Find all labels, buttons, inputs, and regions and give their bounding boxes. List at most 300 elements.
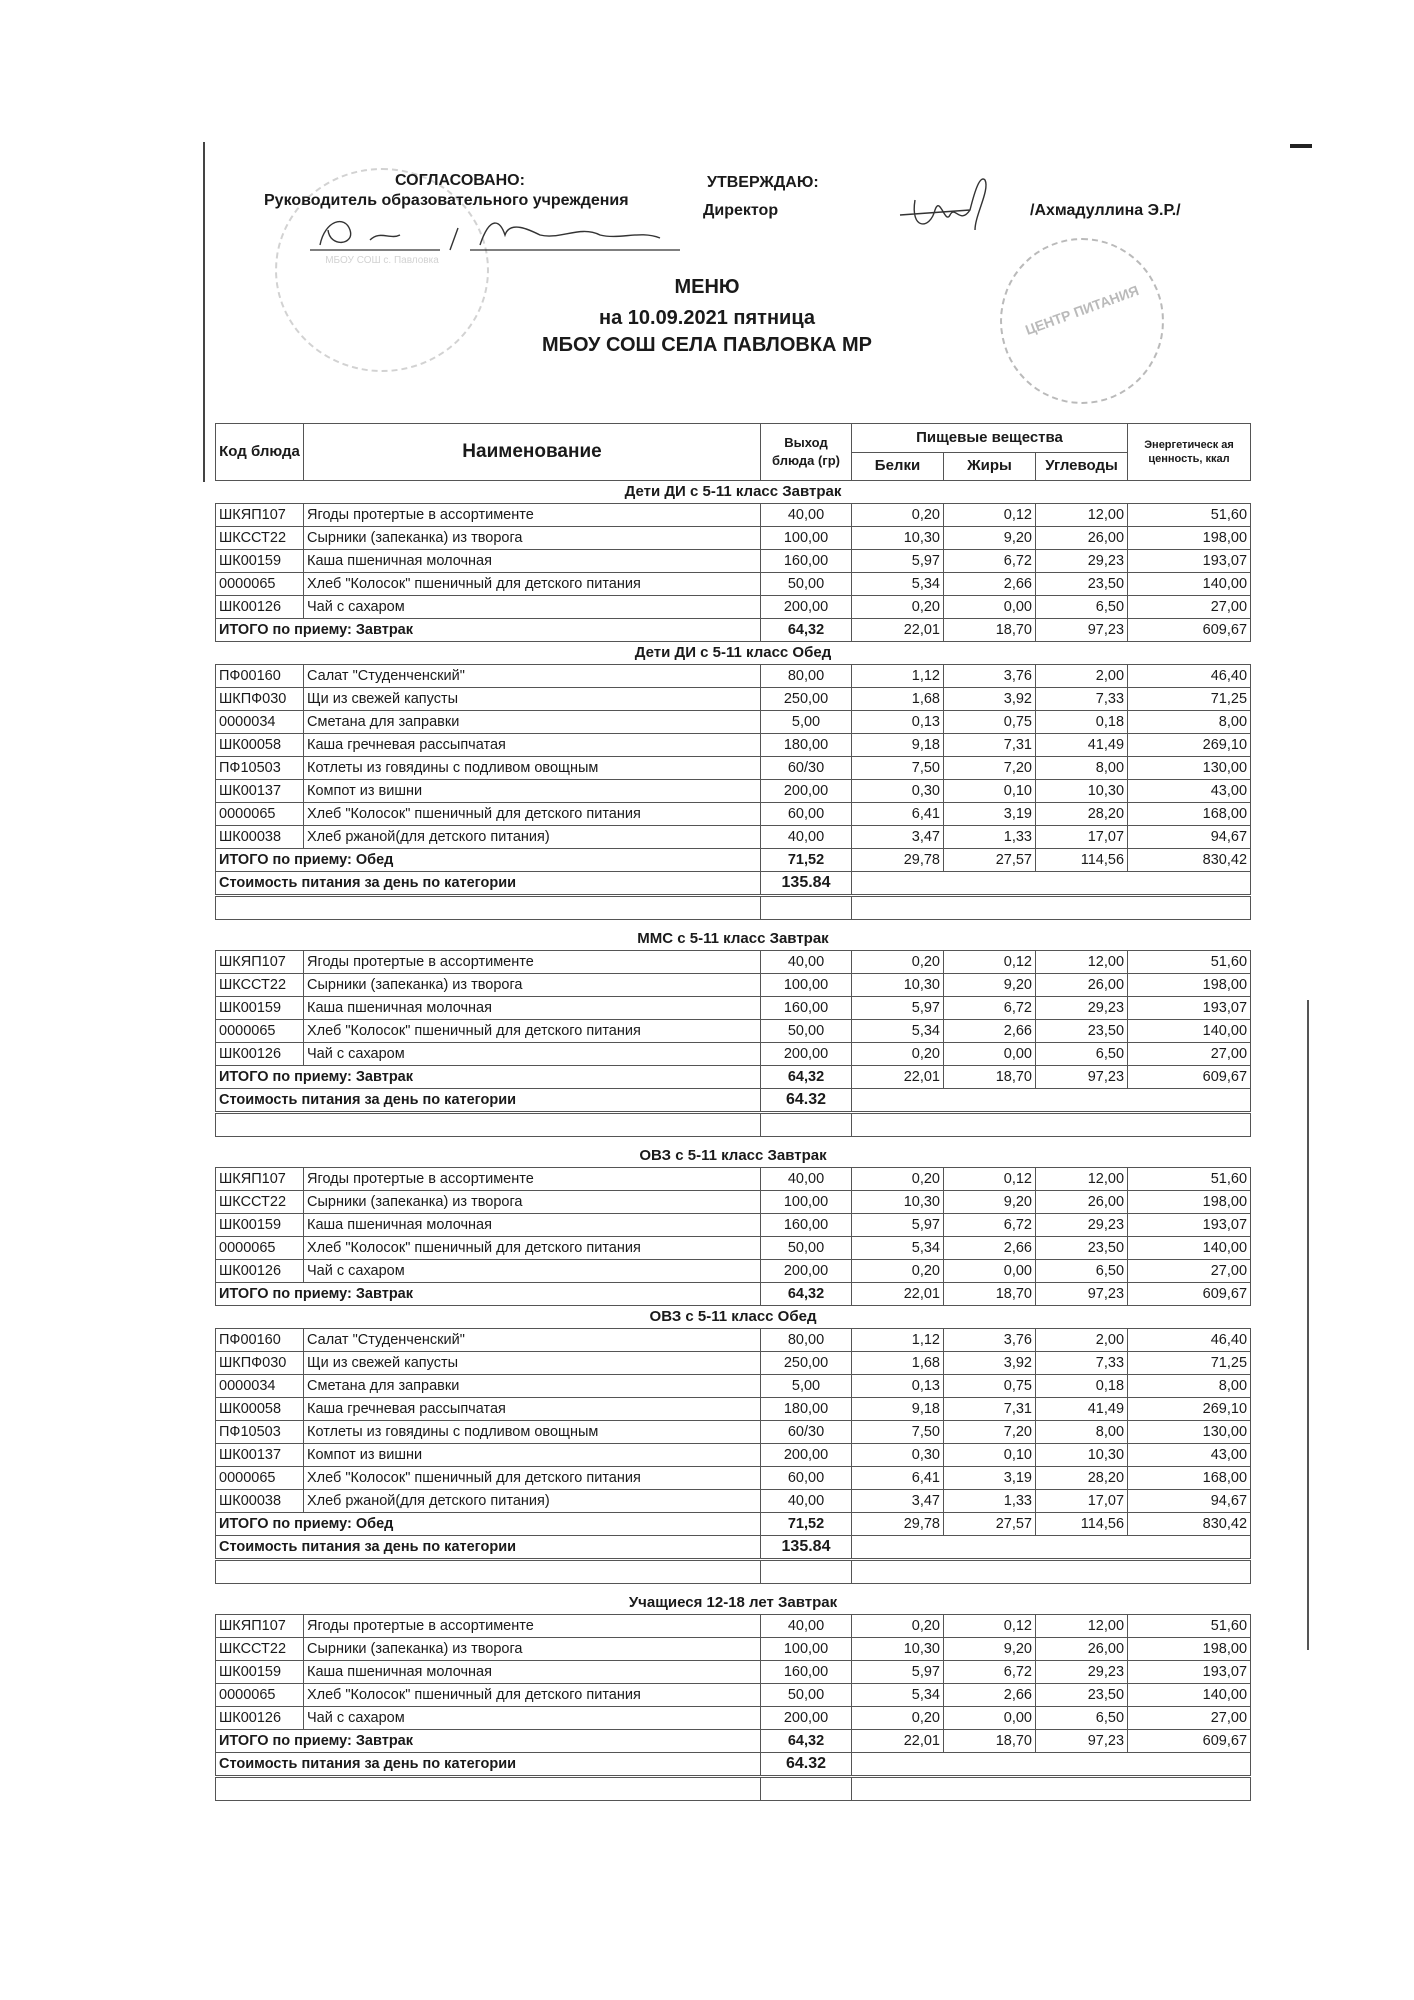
dish-protein: 5,97 — [852, 1214, 944, 1237]
total-energy: 830,42 — [1128, 849, 1251, 872]
dish-protein: 1,68 — [852, 688, 944, 711]
dish-name: Хлеб "Колосок" пшеничный для детского питания — [304, 1467, 761, 1490]
dish-energy: 27,00 — [1128, 596, 1251, 619]
dish-energy: 198,00 — [1128, 527, 1251, 550]
dish-name: Чай с сахаром — [304, 1043, 761, 1066]
table-row — [216, 596, 1251, 619]
dish-name: Сметана для заправки — [304, 711, 761, 734]
dish-code: ШК00137 — [216, 1444, 304, 1467]
dish-energy: 51,60 — [1128, 1615, 1251, 1638]
total-row — [216, 1066, 1251, 1089]
dish-output: 160,00 — [761, 997, 852, 1020]
dish-code: ШК00058 — [216, 1398, 304, 1421]
dish-output: 200,00 — [761, 1043, 852, 1066]
dish-code: ШК00126 — [216, 1260, 304, 1283]
dish-protein: 3,47 — [852, 826, 944, 849]
dish-fat: 0,10 — [944, 780, 1036, 803]
dish-output: 200,00 — [761, 1260, 852, 1283]
dish-output: 160,00 — [761, 1214, 852, 1237]
cost-label: Стоимость питания за день по категории — [216, 1536, 761, 1560]
dish-output: 40,00 — [761, 1490, 852, 1513]
cost-row — [216, 1089, 1251, 1113]
dish-output: 100,00 — [761, 1638, 852, 1661]
cost-row — [216, 1753, 1251, 1777]
dish-fat: 0,75 — [944, 711, 1036, 734]
dish-fat: 7,20 — [944, 757, 1036, 780]
total-fat: 18,70 — [944, 1730, 1036, 1753]
empty-cell — [216, 1560, 761, 1584]
empty-cell — [852, 896, 1251, 920]
spacer-row — [216, 920, 1251, 929]
table-row — [216, 1467, 1251, 1490]
dish-fat: 0,12 — [944, 1615, 1036, 1638]
dish-carbs: 7,33 — [1036, 688, 1128, 711]
section-title-row — [216, 1145, 1251, 1168]
dish-output: 200,00 — [761, 596, 852, 619]
col-energy: Энергетическ ая ценность, ккал — [1128, 424, 1251, 481]
menu-table — [215, 423, 1251, 1801]
dish-code: ПФ10503 — [216, 1421, 304, 1444]
dish-name: Чай с сахаром — [304, 1260, 761, 1283]
dish-fat: 6,72 — [944, 1661, 1036, 1684]
dish-carbs: 23,50 — [1036, 573, 1128, 596]
dish-name: Котлеты из говядины с подливом овощным — [304, 1421, 761, 1444]
left-stamp: МБОУ СОШ с. Павловка — [275, 168, 489, 372]
dish-fat: 2,66 — [944, 1684, 1036, 1707]
dish-fat: 6,72 — [944, 550, 1036, 573]
dish-energy: 168,00 — [1128, 803, 1251, 826]
total-output: 64,32 — [761, 1066, 852, 1089]
dish-carbs: 26,00 — [1036, 1191, 1128, 1214]
dish-output: 80,00 — [761, 665, 852, 688]
dish-carbs: 29,23 — [1036, 1214, 1128, 1237]
dish-code: ШК00038 — [216, 826, 304, 849]
dish-fat: 2,66 — [944, 1237, 1036, 1260]
dish-fat: 1,33 — [944, 826, 1036, 849]
dish-protein: 5,97 — [852, 550, 944, 573]
cost-label: Стоимость питания за день по категории — [216, 1753, 761, 1777]
total-output: 64,32 — [761, 1283, 852, 1306]
total-protein: 22,01 — [852, 1730, 944, 1753]
cost-blank — [852, 1753, 1251, 1777]
top-right-mark — [1290, 144, 1312, 148]
total-row — [216, 1730, 1251, 1753]
dish-code: ШК00058 — [216, 734, 304, 757]
dish-carbs: 41,49 — [1036, 1398, 1128, 1421]
dish-energy: 43,00 — [1128, 780, 1251, 803]
total-protein: 22,01 — [852, 1066, 944, 1089]
dish-output: 60,00 — [761, 1467, 852, 1490]
total-output: 71,52 — [761, 849, 852, 872]
dish-carbs: 28,20 — [1036, 803, 1128, 826]
dish-name: Сметана для заправки — [304, 1375, 761, 1398]
dish-code: 0000065 — [216, 803, 304, 826]
dish-code: 0000065 — [216, 573, 304, 596]
dish-output: 100,00 — [761, 974, 852, 997]
col-fat: Жиры — [944, 452, 1036, 481]
cost-value: 64.32 — [761, 1753, 852, 1777]
approve-role: Директор — [703, 202, 779, 219]
dish-energy: 168,00 — [1128, 1467, 1251, 1490]
dish-energy: 193,07 — [1128, 1661, 1251, 1684]
dish-fat: 0,12 — [944, 504, 1036, 527]
dish-protein: 5,34 — [852, 1684, 944, 1707]
dish-protein: 0,30 — [852, 1444, 944, 1467]
cost-label: Стоимость питания за день по категории — [216, 872, 761, 896]
table-row — [216, 1214, 1251, 1237]
dish-energy: 46,40 — [1128, 665, 1251, 688]
dish-carbs: 26,00 — [1036, 1638, 1128, 1661]
dish-fat: 0,00 — [944, 596, 1036, 619]
dish-code: 0000065 — [216, 1467, 304, 1490]
dish-output: 40,00 — [761, 826, 852, 849]
dish-energy: 193,07 — [1128, 997, 1251, 1020]
dish-carbs: 2,00 — [1036, 1329, 1128, 1352]
dish-fat: 9,20 — [944, 1191, 1036, 1214]
dish-code: ШК00159 — [216, 1661, 304, 1684]
table-row — [216, 1043, 1251, 1066]
empty-cell — [216, 1113, 761, 1137]
col-protein: Белки — [852, 452, 944, 481]
dish-name: Хлеб "Колосок" пшеничный для детского питания — [304, 1020, 761, 1043]
dish-carbs: 23,50 — [1036, 1237, 1128, 1260]
dish-output: 250,00 — [761, 688, 852, 711]
dish-output: 160,00 — [761, 550, 852, 573]
table-row — [216, 1398, 1251, 1421]
table-row — [216, 1020, 1251, 1043]
total-energy: 609,67 — [1128, 1066, 1251, 1089]
dish-carbs: 29,23 — [1036, 997, 1128, 1020]
dish-protein: 1,68 — [852, 1352, 944, 1375]
dish-output: 50,00 — [761, 1020, 852, 1043]
dish-output: 100,00 — [761, 527, 852, 550]
dish-output: 80,00 — [761, 1329, 852, 1352]
dish-protein: 0,20 — [852, 951, 944, 974]
dish-fat: 2,66 — [944, 573, 1036, 596]
dish-energy: 193,07 — [1128, 1214, 1251, 1237]
total-output: 64,32 — [761, 1730, 852, 1753]
table-row — [216, 504, 1251, 527]
dish-protein: 5,97 — [852, 997, 944, 1020]
table-row — [216, 573, 1251, 596]
cost-blank — [852, 872, 1251, 896]
dish-fat: 6,72 — [944, 1214, 1036, 1237]
dish-name: Салат "Студенченский" — [304, 665, 761, 688]
dish-fat: 7,31 — [944, 734, 1036, 757]
spacer-row — [216, 1584, 1251, 1593]
table-row — [216, 688, 1251, 711]
section-title: ОВЗ с 5-11 класс Обед — [649, 1308, 817, 1325]
dish-code: ШКССТ22 — [216, 1638, 304, 1661]
dish-protein: 0,20 — [852, 596, 944, 619]
col-output: Выход блюда (гр) — [761, 424, 852, 481]
table-row — [216, 974, 1251, 997]
approve-label: УТВЕРЖДАЮ: — [707, 174, 819, 191]
dish-name: Каша гречневая рассыпчатая — [304, 734, 761, 757]
table-row — [216, 1375, 1251, 1398]
dish-protein: 0,20 — [852, 1615, 944, 1638]
empty-cell — [761, 896, 852, 920]
cost-value: 64.32 — [761, 1089, 852, 1113]
dish-code: ШКЯП107 — [216, 1615, 304, 1638]
table-row — [216, 757, 1251, 780]
dish-name: Каша пшеничная молочная — [304, 1214, 761, 1237]
dish-name: Компот из вишни — [304, 1444, 761, 1467]
dish-code: ШКССТ22 — [216, 974, 304, 997]
dish-carbs: 0,18 — [1036, 1375, 1128, 1398]
table-row — [216, 1638, 1251, 1661]
dish-code: 0000034 — [216, 711, 304, 734]
dish-carbs: 17,07 — [1036, 1490, 1128, 1513]
dish-carbs: 12,00 — [1036, 951, 1128, 974]
dish-fat: 0,75 — [944, 1375, 1036, 1398]
table-row — [216, 1615, 1251, 1638]
dish-code: 0000034 — [216, 1375, 304, 1398]
dish-name: Сырники (запеканка) из творога — [304, 1191, 761, 1214]
table-row — [216, 711, 1251, 734]
dish-carbs: 2,00 — [1036, 665, 1128, 688]
total-protein: 22,01 — [852, 619, 944, 642]
empty-cell — [761, 1560, 852, 1584]
section-title-row — [216, 1306, 1251, 1329]
dish-energy: 27,00 — [1128, 1707, 1251, 1730]
dish-carbs: 29,23 — [1036, 550, 1128, 573]
dish-code: ШКЯП107 — [216, 504, 304, 527]
dish-output: 60/30 — [761, 757, 852, 780]
dish-carbs: 7,33 — [1036, 1352, 1128, 1375]
dish-energy: 198,00 — [1128, 1638, 1251, 1661]
dish-output: 5,00 — [761, 1375, 852, 1398]
dish-output: 40,00 — [761, 504, 852, 527]
dish-carbs: 12,00 — [1036, 504, 1128, 527]
dish-name: Чай с сахаром — [304, 1707, 761, 1730]
table-row — [216, 1684, 1251, 1707]
director-signature — [890, 170, 1010, 250]
dish-output: 40,00 — [761, 1168, 852, 1191]
spacer — [216, 920, 1251, 929]
dish-fat: 7,20 — [944, 1421, 1036, 1444]
empty-cell — [761, 1777, 852, 1801]
dish-protein: 7,50 — [852, 757, 944, 780]
menu-table-container — [215, 423, 1250, 1801]
dish-energy: 269,10 — [1128, 1398, 1251, 1421]
school-name: МБОУ СОШ СЕЛА ПАВЛОВКА МР — [541, 334, 873, 356]
dish-output: 50,00 — [761, 573, 852, 596]
cost-blank — [852, 1089, 1251, 1113]
dish-energy: 130,00 — [1128, 757, 1251, 780]
dish-fat: 0,00 — [944, 1707, 1036, 1730]
dish-output: 200,00 — [761, 780, 852, 803]
section-title-row — [216, 481, 1251, 504]
dish-code: ШКПФ030 — [216, 688, 304, 711]
dish-protein: 1,12 — [852, 665, 944, 688]
empty-cell — [852, 1777, 1251, 1801]
table-row — [216, 1260, 1251, 1283]
dish-protein: 10,30 — [852, 1191, 944, 1214]
section-title: Дети ДИ с 5-11 класс Обед — [634, 644, 832, 661]
dish-protein: 10,30 — [852, 1638, 944, 1661]
dish-code: ПФ00160 — [216, 1329, 304, 1352]
dish-name: Хлеб "Колосок" пшеничный для детского питания — [304, 803, 761, 826]
total-energy: 830,42 — [1128, 1513, 1251, 1536]
total-energy: 609,67 — [1128, 1730, 1251, 1753]
dish-code: ПФ10503 — [216, 757, 304, 780]
cost-blank — [852, 1536, 1251, 1560]
dish-protein: 5,34 — [852, 1020, 944, 1043]
table-row — [216, 951, 1251, 974]
dish-code: ПФ00160 — [216, 665, 304, 688]
dish-carbs: 6,50 — [1036, 1043, 1128, 1066]
table-row — [216, 1444, 1251, 1467]
dish-carbs: 6,50 — [1036, 596, 1128, 619]
dish-energy: 94,67 — [1128, 1490, 1251, 1513]
dish-name: Сырники (запеканка) из творога — [304, 527, 761, 550]
dish-name: Хлеб "Колосок" пшеничный для детского питания — [304, 1237, 761, 1260]
total-protein: 29,78 — [852, 1513, 944, 1536]
empty-cell — [216, 1777, 761, 1801]
menu-table-body — [216, 481, 1251, 1801]
empty-cell — [852, 1113, 1251, 1137]
total-carbs: 97,23 — [1036, 619, 1128, 642]
dish-carbs: 10,30 — [1036, 780, 1128, 803]
dish-fat: 0,10 — [944, 1444, 1036, 1467]
dish-carbs: 29,23 — [1036, 1661, 1128, 1684]
empty-cell — [216, 896, 761, 920]
dish-name: Котлеты из говядины с подливом овощным — [304, 757, 761, 780]
total-carbs: 114,56 — [1036, 1513, 1128, 1536]
dish-protein: 9,18 — [852, 1398, 944, 1421]
dish-energy: 51,60 — [1128, 951, 1251, 974]
table-row — [216, 1352, 1251, 1375]
dish-energy: 46,40 — [1128, 1329, 1251, 1352]
empty-cell — [761, 1113, 852, 1137]
spacer-row — [216, 1137, 1251, 1146]
dish-code: ШК00137 — [216, 780, 304, 803]
total-label: ИТОГО по приему: Обед — [216, 1513, 761, 1536]
dish-carbs: 28,20 — [1036, 1467, 1128, 1490]
total-row — [216, 849, 1251, 872]
dish-fat: 0,00 — [944, 1260, 1036, 1283]
section-title-row — [216, 1592, 1251, 1615]
dish-energy: 198,00 — [1128, 1191, 1251, 1214]
dish-code: 0000065 — [216, 1237, 304, 1260]
agreed-role: Руководитель образовательного учреждения — [264, 192, 629, 209]
empty-cell — [852, 1560, 1251, 1584]
table-row — [216, 780, 1251, 803]
cost-row — [216, 872, 1251, 896]
table-row — [216, 826, 1251, 849]
dish-output: 250,00 — [761, 1352, 852, 1375]
dish-protein: 0,20 — [852, 1043, 944, 1066]
dish-name: Сырники (запеканка) из творога — [304, 974, 761, 997]
dish-energy: 198,00 — [1128, 974, 1251, 997]
dish-fat: 3,92 — [944, 688, 1036, 711]
dish-carbs: 41,49 — [1036, 734, 1128, 757]
dish-protein: 0,20 — [852, 504, 944, 527]
dish-protein: 0,13 — [852, 711, 944, 734]
dish-output: 160,00 — [761, 1661, 852, 1684]
dish-protein: 0,20 — [852, 1707, 944, 1730]
date-line: на 10.09.2021 пятница — [599, 307, 815, 329]
dish-fat: 6,72 — [944, 997, 1036, 1020]
dish-code: ШКССТ22 — [216, 1191, 304, 1214]
cost-value: 135.84 — [761, 1536, 852, 1560]
dish-name: Каша пшеничная молочная — [304, 997, 761, 1020]
dish-energy: 269,10 — [1128, 734, 1251, 757]
right-stamp: ЦЕНТР ПИТАНИЯ — [1000, 238, 1164, 404]
table-row — [216, 1237, 1251, 1260]
table-row — [216, 550, 1251, 573]
dish-name: Хлеб ржаной(для детского питания) — [304, 1490, 761, 1513]
spacer — [216, 1137, 1251, 1146]
dish-carbs: 26,00 — [1036, 974, 1128, 997]
empty-row — [216, 1560, 1251, 1584]
total-fat: 18,70 — [944, 1066, 1036, 1089]
total-protein: 29,78 — [852, 849, 944, 872]
dish-name: Ягоды протертые в ассортименте — [304, 951, 761, 974]
total-row — [216, 1283, 1251, 1306]
table-row — [216, 734, 1251, 757]
dish-name: Каша пшеничная молочная — [304, 1661, 761, 1684]
dish-fat: 2,66 — [944, 1020, 1036, 1043]
agreed-label: СОГЛАСОВАНО: — [395, 172, 525, 189]
total-fat: 27,57 — [944, 849, 1036, 872]
dish-code: ШК00038 — [216, 1490, 304, 1513]
empty-row — [216, 1777, 1251, 1801]
dish-output: 60/30 — [761, 1421, 852, 1444]
dish-code: ШК00126 — [216, 1707, 304, 1730]
dish-carbs: 12,00 — [1036, 1615, 1128, 1638]
total-label: ИТОГО по приему: Обед — [216, 849, 761, 872]
dish-output: 200,00 — [761, 1444, 852, 1467]
dish-carbs: 6,50 — [1036, 1260, 1128, 1283]
dish-name: Каша пшеничная молочная — [304, 550, 761, 573]
dish-carbs: 0,18 — [1036, 711, 1128, 734]
dish-output: 50,00 — [761, 1684, 852, 1707]
dish-protein: 9,18 — [852, 734, 944, 757]
dish-energy: 140,00 — [1128, 1020, 1251, 1043]
section-title: Учащиеся 12-18 лет Завтрак — [628, 1594, 838, 1611]
col-carbs: Углеводы — [1036, 452, 1128, 481]
total-carbs: 97,23 — [1036, 1730, 1128, 1753]
table-row — [216, 527, 1251, 550]
section-title: ОВЗ с 5-11 класс Завтрак — [639, 1147, 827, 1164]
dish-carbs: 12,00 — [1036, 1168, 1128, 1191]
dish-protein: 5,34 — [852, 1237, 944, 1260]
dish-energy: 140,00 — [1128, 573, 1251, 596]
total-carbs: 97,23 — [1036, 1283, 1128, 1306]
table-row — [216, 1707, 1251, 1730]
dish-name: Щи из свежей капусты — [304, 688, 761, 711]
dish-energy: 130,00 — [1128, 1421, 1251, 1444]
dish-output: 5,00 — [761, 711, 852, 734]
agreed-signature — [300, 210, 700, 260]
dish-energy: 71,25 — [1128, 688, 1251, 711]
dish-energy: 27,00 — [1128, 1260, 1251, 1283]
dish-output: 180,00 — [761, 734, 852, 757]
dish-output: 40,00 — [761, 1615, 852, 1638]
dish-protein: 6,41 — [852, 1467, 944, 1490]
dish-name: Салат "Студенченский" — [304, 1329, 761, 1352]
dish-fat: 0,12 — [944, 951, 1036, 974]
dish-fat: 1,33 — [944, 1490, 1036, 1513]
dish-output: 40,00 — [761, 951, 852, 974]
cost-row — [216, 1536, 1251, 1560]
empty-row — [216, 1113, 1251, 1137]
dish-protein: 5,34 — [852, 573, 944, 596]
dish-carbs: 8,00 — [1036, 757, 1128, 780]
dish-fat: 3,19 — [944, 1467, 1036, 1490]
